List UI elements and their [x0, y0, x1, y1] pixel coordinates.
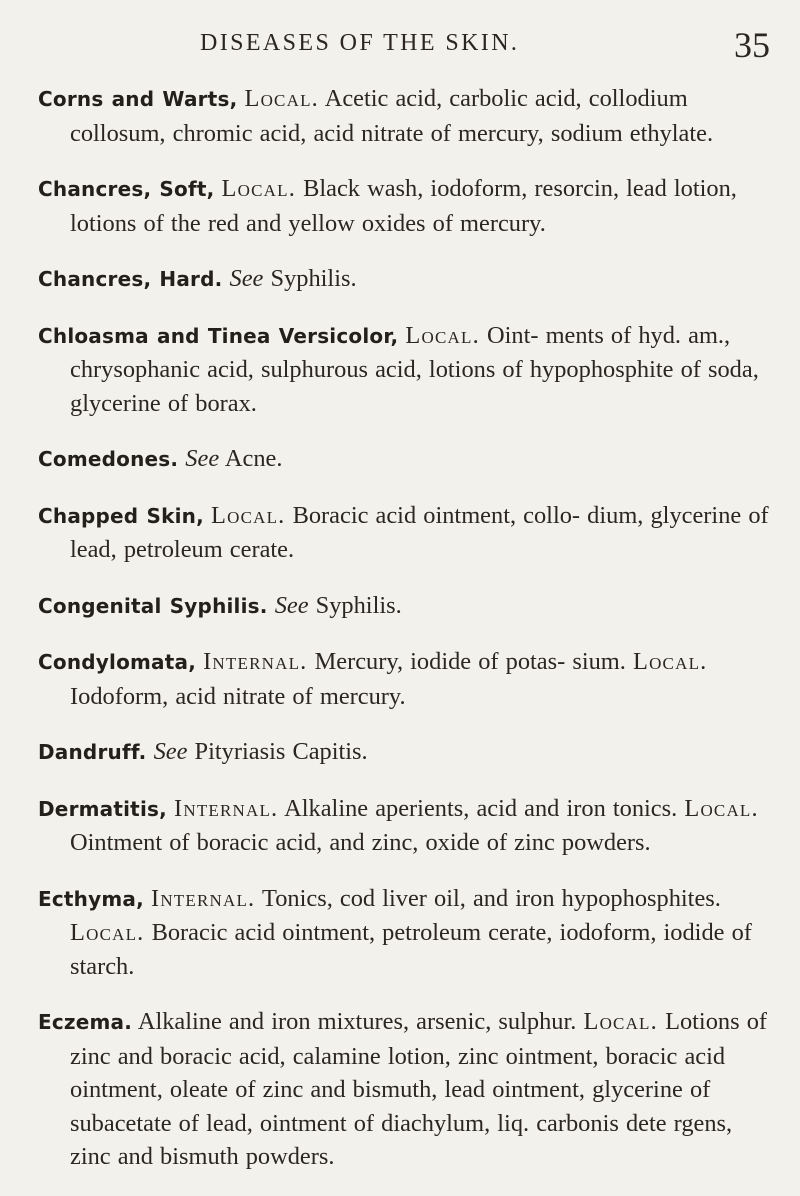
entry-term: Ecthyma,: [38, 886, 144, 911]
entry-chancres-soft: [38, 172, 778, 240]
cross-reference: Pityriasis Capitis.: [194, 738, 368, 765]
entry-text: Black wash, iodoform, resorcin, lead lotion, lotions of the red and yellow oxides of mercury.: [70, 175, 737, 237]
entry-text: Iodoform, acid nitrate of mercury.: [70, 682, 406, 710]
entry-term: Eczema.: [38, 1010, 133, 1034]
local-label: Local.: [244, 85, 319, 112]
see-label: See: [229, 265, 264, 292]
entry-chapped-skin: [38, 499, 778, 567]
page-number: 35: [734, 25, 770, 65]
entry-congenital-syphilis: [38, 589, 778, 624]
entry-text: Boracic acid ointment, collo- dium, glycerine of lead, petroleum cerate.: [70, 501, 769, 563]
local-label: Local.: [583, 1008, 658, 1035]
local-label: Local.: [211, 501, 286, 529]
entry-condylomata: [38, 645, 778, 713]
entry-term: Comedones.: [38, 447, 179, 471]
entry-text: Tonics, cod liver oil, and iron hypophosphites.: [262, 884, 721, 912]
entry-text: Ointment of boracic acid, and zinc, oxide of zinc powders.: [70, 829, 651, 856]
entry-term: Congenital Syphilis.: [38, 593, 268, 618]
entry-text: Alkaline aperients, acid and iron tonics.: [284, 794, 678, 822]
entry-list: [38, 82, 778, 1196]
cross-reference: Acne.: [224, 445, 283, 472]
entry-term: Chapped Skin,: [38, 503, 204, 528]
internal-label: Internal.: [174, 794, 279, 822]
see-label: See: [274, 591, 309, 619]
see-label: See: [153, 738, 188, 765]
local-label: Local.: [632, 648, 708, 675]
entry-text: Mercury, iodide of potas- sium.: [314, 648, 626, 675]
internal-label: Internal.: [203, 648, 308, 675]
running-head: [0, 26, 800, 66]
entry-corns-and-warts: [38, 82, 778, 150]
entry-term: Chancres, Hard.: [38, 267, 223, 291]
entry-term: Corns and Warts,: [38, 87, 238, 111]
local-label: Local.: [70, 919, 145, 946]
entry-term: Condylomata,: [38, 650, 196, 674]
entry-term: Chancres, Soft,: [38, 177, 215, 201]
entry-text: Boracic acid ointment, petroleum cerate, iodoform, iodide of starch.: [70, 919, 752, 980]
entry-term: Chloasma and Tinea Versicolor,: [38, 323, 399, 348]
entry-text: Oint- ments of hyd. am., chrysophanic acid, sulphurous acid, lotions of hypophosphite of soda, glycerine of borax.: [70, 321, 759, 417]
entry-text: Acetic acid, carbolic acid, collodium collosum, chromic acid, acid nitrate of mercury, sodium ethylate.: [70, 85, 714, 147]
entry-chloasma-tinea-versicolor: [38, 319, 778, 421]
entry-comedones: [38, 442, 778, 477]
entry-eczema: [38, 1005, 778, 1174]
local-label: Local.: [221, 175, 296, 202]
entry-term: Dandruff.: [38, 740, 147, 764]
entry-text: Alkaline and iron mixtures, arsenic, sulphur.: [137, 1008, 577, 1035]
entry-term: Dermatitis,: [38, 796, 167, 821]
entry-text: Lotions of zinc and boracic acid, calamine lotion, zinc ointment, boracic acid ointment, oleate of zinc and bismuth, lead ointment, glycerine of subacetate of lead, ointment of diachylum, liq. carbonis dete rgens, zinc and bismuth powders.: [70, 1008, 768, 1170]
see-label: See: [185, 445, 220, 472]
entry-ecthyma: [38, 882, 778, 984]
running-title: DISEASES OF THE SKIN.: [200, 30, 520, 56]
entry-dermatitis: [38, 792, 778, 860]
cross-reference: Syphilis.: [315, 591, 402, 619]
cross-reference: Syphilis.: [270, 265, 357, 292]
local-label: Local.: [405, 321, 480, 349]
internal-label: Internal.: [151, 884, 256, 912]
entry-chancres-hard: [38, 262, 778, 297]
entry-dandruff: [38, 735, 778, 770]
local-label: Local.: [684, 794, 759, 822]
